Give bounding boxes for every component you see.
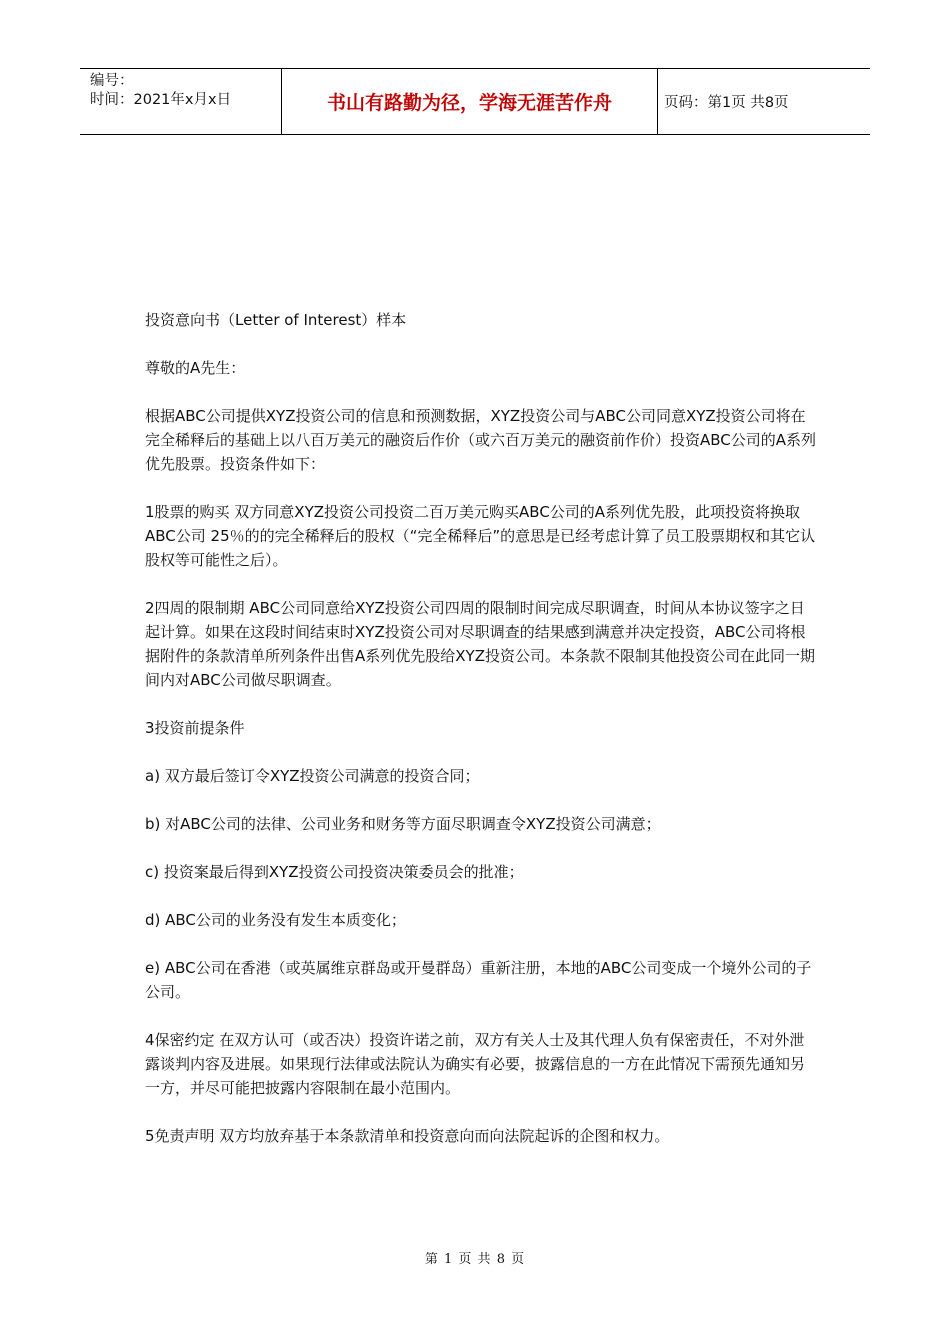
condition-b: b) 对ABC公司的法律、公司业务和财务等方面尽职调查令XYZ投资公司满意； (145, 815, 661, 833)
condition-a: a) 双方最后签订令XYZ投资公司满意的投资合同； (145, 767, 480, 785)
clause-1: 1股票的购买 双方同意XYZ投资公司投资二百万美元购买ABC公司的A系列优先股，此项投资将换取ABC公司 25％的的完全稀释后的股权（“完全稀释后”的意思是已经考虑计算了员工股票期权和其它认股权等可能性之后）。 (145, 503, 816, 569)
document-body (145, 308, 817, 1172)
clause-4: 4保密约定 在双方认可（或否决）投资许诺之前，双方有关人士及其代理人负有保密责任，不对外泄露谈判内容及进展。如果现行法律或法院认为确实有必要，披露信息的一方在此情况下需预先通知另一方，并尽可能把披露内容限制在最小范围内。 (145, 1031, 806, 1097)
number-label: 编号： (90, 73, 134, 89)
condition-e: e) ABC公司在香港（或英属维京群岛或开曼群岛）重新注册，本地的ABC公司变成一个境外公司的子公司。 (145, 959, 812, 1001)
condition-c: c) 投资案最后得到XYZ投资公司投资决策委员会的批准； (145, 863, 524, 881)
condition-d: d) ABC公司的业务没有发生本质变化； (145, 911, 406, 929)
intro-paragraph: 根据ABC公司提供XYZ投资公司的信息和预测数据，XYZ投资公司与ABC公司同意XYZ投资公司将在完全稀释后的基础上以八百万美元的融资后作价（或六百万美元的融资前作价）投资ABC公司的A系列优先股票。投资条件如下： (145, 407, 817, 473)
header-motto: 书山有路勤为径，学海无涯苦作舟 (281, 69, 658, 134)
page-footer: 第 1 页 共 8 页 (424, 1252, 526, 1267)
header-table (80, 68, 870, 135)
date-label: 时间：2021年x月x日 (90, 92, 232, 108)
header-meta (80, 69, 281, 134)
clause-3-title: 3投资前提条件 (145, 719, 245, 737)
salutation: 尊敬的A先生： (145, 359, 246, 377)
clause-5: 5免责声明 双方均放弃基于本条款清单和投资意向而向法院起诉的企图和权力。 (145, 1127, 670, 1145)
document-title: 投资意向书（Letter of Interest）样本 (145, 311, 407, 329)
clause-2: 2四周的限制期 ABC公司同意给XYZ投资公司四周的限制时间完成尽职调查，时间从本协议签字之日起计算。如果在这段时间结束时XYZ投资公司对尽职调查的结果感到满意并决定投资，ABC公司将根据附件的条款清单所列条件出售A系列优先股给XYZ投资公司。本条款不限制其他投资公司在此同一期间内对ABC公司做尽职调查。 (145, 599, 815, 689)
header-page-code: 页码：第1页 共8页 (664, 95, 789, 111)
